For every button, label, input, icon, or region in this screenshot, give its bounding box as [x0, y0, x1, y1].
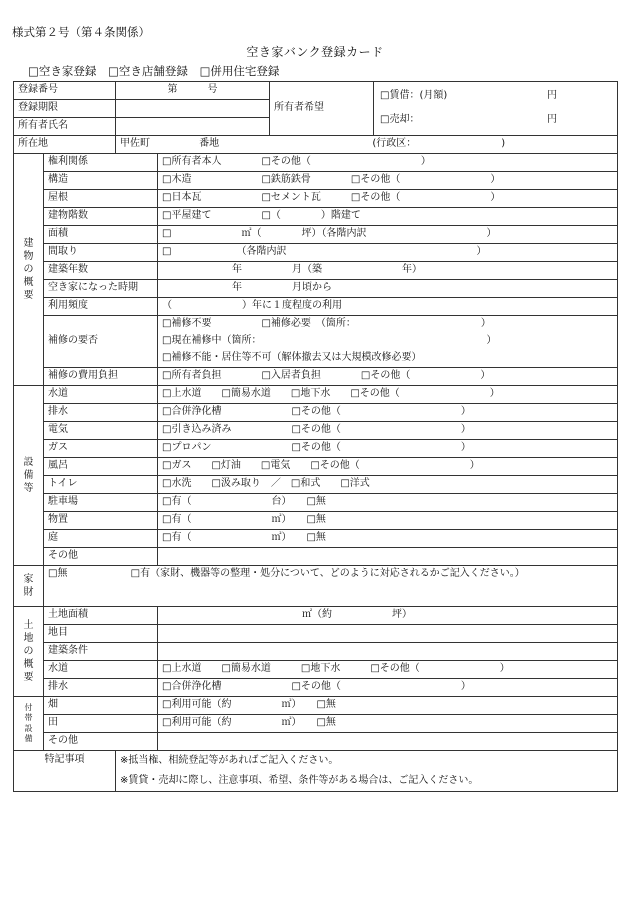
owner-wish-label: 所有者希望	[270, 82, 374, 136]
building-row-value[interactable]: （ ）年に１度程度の利用	[158, 298, 618, 316]
location-label: 所在地	[14, 136, 116, 154]
repair-option-line[interactable]: □補修不要 □補修必要 （箇所： ）	[158, 316, 618, 334]
household-has-checkbox[interactable]: □有（家財、機器等の整理・処分について、どのように対応されるかご記入ください。）	[130, 568, 525, 579]
building-row-label: 屋根	[44, 190, 158, 208]
page-title: 空き家バンク登録カード	[246, 45, 384, 59]
reg-period-field[interactable]	[116, 100, 270, 118]
banchi-label: 番地	[199, 138, 220, 150]
registration-type-checkboxes	[28, 63, 287, 79]
repair-cost-label: 補修の費用負担	[44, 368, 158, 386]
land-row-value[interactable]: ㎡（約 坪）	[158, 607, 618, 625]
facility-row-label: ガス	[44, 440, 158, 458]
building-row-value[interactable]: □ （各階内訳 ）	[158, 244, 618, 262]
form-number: 様式第２号（第４条関係）	[12, 25, 150, 39]
facility-row-value[interactable]: □合併浄化槽 □その他（ ）	[158, 404, 618, 422]
reg-no-label: 登録番号	[14, 82, 116, 100]
building-row-value[interactable]: 年 月（築 年）	[158, 262, 618, 280]
building-row-value[interactable]: □平屋建て □（ ）階建て	[158, 208, 618, 226]
facility-row-value[interactable]: □有（ ㎡） □無	[158, 512, 618, 530]
household-goods-field[interactable]	[44, 566, 618, 607]
attached-row-label: 田	[44, 715, 158, 733]
registration-table	[13, 81, 618, 792]
building-row-value[interactable]: □木造 □鉄筋鉄骨 □その他（ ）	[158, 172, 618, 190]
facility-row-value[interactable]: □引き込み済み □その他（ ）	[158, 422, 618, 440]
remarks-note-2[interactable]: ※賃貸・売却に際し、注意事項、希望、条件等がある場合は、ご記入ください。	[116, 771, 618, 792]
facility-row-label: その他	[44, 548, 158, 566]
facilities-group-label: 設 備 等	[14, 386, 44, 566]
land-row-value[interactable]	[158, 625, 618, 643]
repair-label: 補修の要否	[44, 316, 158, 368]
facility-row-label: トイレ	[44, 476, 158, 494]
facility-row-label: 物置	[44, 512, 158, 530]
building-row-value[interactable]: 年 月頃から	[158, 280, 618, 298]
attached-group-label: 付 帯 設 備	[14, 697, 44, 751]
building-row-label: 建物階数	[44, 208, 158, 226]
building-row-label: 間取り	[44, 244, 158, 262]
owner-name-label: 所有者氏名	[14, 118, 116, 136]
facility-row-label: 排水	[44, 404, 158, 422]
attached-row-value[interactable]	[158, 733, 618, 751]
building-row-value[interactable]: □ ㎡（ 坪）（各階内訳 ）	[158, 226, 618, 244]
remarks-label: 特記事項	[14, 751, 116, 792]
attached-row-value[interactable]: □利用可能（約 ㎡） □無	[158, 715, 618, 733]
repair-option-line[interactable]: □補修不能・居住等不可（解体撤去又は大規模改修必要）	[158, 350, 618, 368]
sale-checkbox[interactable]: □売却：	[380, 114, 420, 126]
owner-wish-options	[374, 82, 618, 136]
building-row-label: 空き家になった時期	[44, 280, 158, 298]
rent-checkbox[interactable]: □賃借：(月額)	[380, 90, 448, 102]
facility-row-value[interactable]: □プロパン □その他（ ）	[158, 440, 618, 458]
location-field[interactable]	[116, 136, 618, 154]
building-row-label: 面積	[44, 226, 158, 244]
household-none-checkbox[interactable]: □無	[48, 568, 68, 579]
facility-row-label: 風呂	[44, 458, 158, 476]
building-row-label: 構造	[44, 172, 158, 190]
facility-row-label: 水道	[44, 386, 158, 404]
district-field: (行政区： )	[372, 138, 506, 150]
land-group-label: 土 地 の 概 要	[14, 607, 44, 697]
sale-unit: 円	[547, 114, 557, 126]
building-row-label: 権利関係	[44, 154, 158, 172]
type-vacant-house-checkbox[interactable]: □空き家登録	[28, 64, 97, 78]
land-row-label: 土地面積	[44, 607, 158, 625]
building-row-label: 建築年数	[44, 262, 158, 280]
land-row-label: 排水	[44, 679, 158, 697]
type-combined-house-checkbox[interactable]: □併用住宅登録	[199, 64, 280, 78]
rent-unit: 円	[547, 90, 557, 102]
town-name: 甲佐町	[120, 138, 150, 150]
building-row-value[interactable]: □日本瓦 □セメント瓦 □その他（ ）	[158, 190, 618, 208]
facility-row-value[interactable]: □水洗 □汲み取り ／ □和式 □洋式	[158, 476, 618, 494]
land-row-value[interactable]: □上水道 □簡易水道 □地下水 □その他（ ）	[158, 661, 618, 679]
facility-row-label: 庭	[44, 530, 158, 548]
reg-no-field[interactable]: 第 号	[116, 82, 270, 100]
land-row-label: 水道	[44, 661, 158, 679]
land-row-value[interactable]	[158, 643, 618, 661]
owner-name-field[interactable]	[116, 118, 270, 136]
facility-row-value[interactable]	[158, 548, 618, 566]
repair-cost-value[interactable]: □所有者負担 □入居者負担 □その他（ ）	[158, 368, 618, 386]
facility-row-value[interactable]: □ガス □灯油 □電気 □その他（ ）	[158, 458, 618, 476]
remarks-note-1[interactable]: ※抵当権、相続登記等があればご記入ください。	[116, 751, 618, 772]
land-row-value[interactable]: □合併浄化槽 □その他（ ）	[158, 679, 618, 697]
facility-row-value[interactable]: □有（ ㎡） □無	[158, 530, 618, 548]
reg-period-label: 登録期限	[14, 100, 116, 118]
attached-row-value[interactable]: □利用可能（約 ㎡） □無	[158, 697, 618, 715]
type-vacant-store-checkbox[interactable]: □空き店舗登録	[108, 64, 188, 78]
building-row-label: 利用頻度	[44, 298, 158, 316]
land-row-label: 地目	[44, 625, 158, 643]
facility-row-value[interactable]: □上水道 □簡易水道 □地下水 □その他（ ）	[158, 386, 618, 404]
household-group-label: 家 財	[14, 566, 44, 607]
building-group-label: 建 物 の 概 要	[14, 154, 44, 386]
facility-row-value[interactable]: □有（ 台） □無	[158, 494, 618, 512]
attached-row-label: その他	[44, 733, 158, 751]
land-row-label: 建築条件	[44, 643, 158, 661]
building-row-value[interactable]: □所有者本人 □その他（ ）	[158, 154, 618, 172]
facility-row-label: 電気	[44, 422, 158, 440]
repair-option-line[interactable]: □現在補修中（箇所： ）	[158, 333, 618, 350]
attached-row-label: 畑	[44, 697, 158, 715]
facility-row-label: 駐車場	[44, 494, 158, 512]
